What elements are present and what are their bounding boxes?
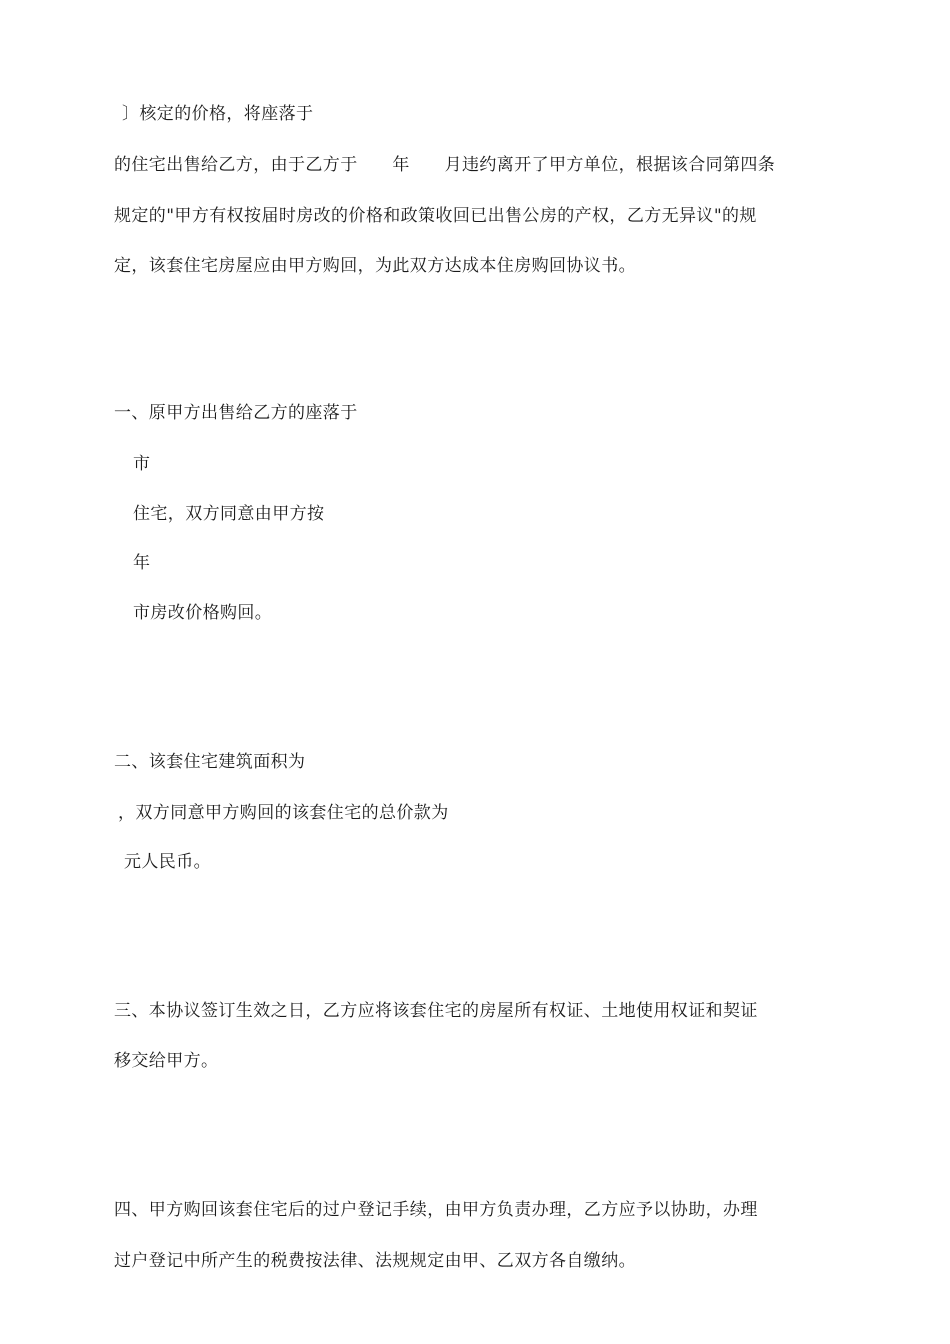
clause-3-heading: 三、本协议签订生效之日，乙方应将该套住宅的房屋所有权证、土地使用权证和契证 [114, 1001, 758, 1021]
clause-4-line-2: 过户登记中所产生的税费按法律、法规规定由甲、乙双方各自缴纳。 [114, 1251, 636, 1271]
clause-1-line-5: 市房改价格购回。 [133, 603, 273, 623]
clause-3-line-2: 移交给甲方。 [114, 1051, 219, 1071]
clause-2-line-3: 元人民币。 [124, 852, 211, 872]
clause-1-line-3: 住宅，双方同意由甲方按 [133, 504, 325, 524]
clause-1-heading: 一、原甲方出售给乙方的座落于 [114, 403, 358, 423]
clause-2-line-2: ，双方同意甲方购回的该套住宅的总价款为 [118, 803, 449, 823]
clause-1-line-2: 市 [133, 454, 151, 474]
intro-line-1: 〕核定的价格，将座落于 [122, 104, 314, 124]
clause-1-line-4: 年 [133, 553, 151, 573]
clause-4-heading: 四、甲方购回该套住宅后的过户登记手续，由甲方负责办理，乙方应予以协助，办理 [114, 1200, 758, 1220]
intro-line-4: 定，该套住宅房屋应由甲方购回，为此双方达成本住房购回协议书。 [114, 256, 636, 276]
clause-2-heading: 二、该套住宅建筑面积为 [114, 752, 306, 772]
intro-line-3: 规定的"甲方有权按届时房改的价格和政策收回已出售公房的产权，乙方无异议"的规 [114, 206, 757, 226]
intro-line-2: 的住宅出售给乙方，由于乙方于 年 月违约离开了甲方单位，根据该合同第四条 [114, 155, 776, 175]
